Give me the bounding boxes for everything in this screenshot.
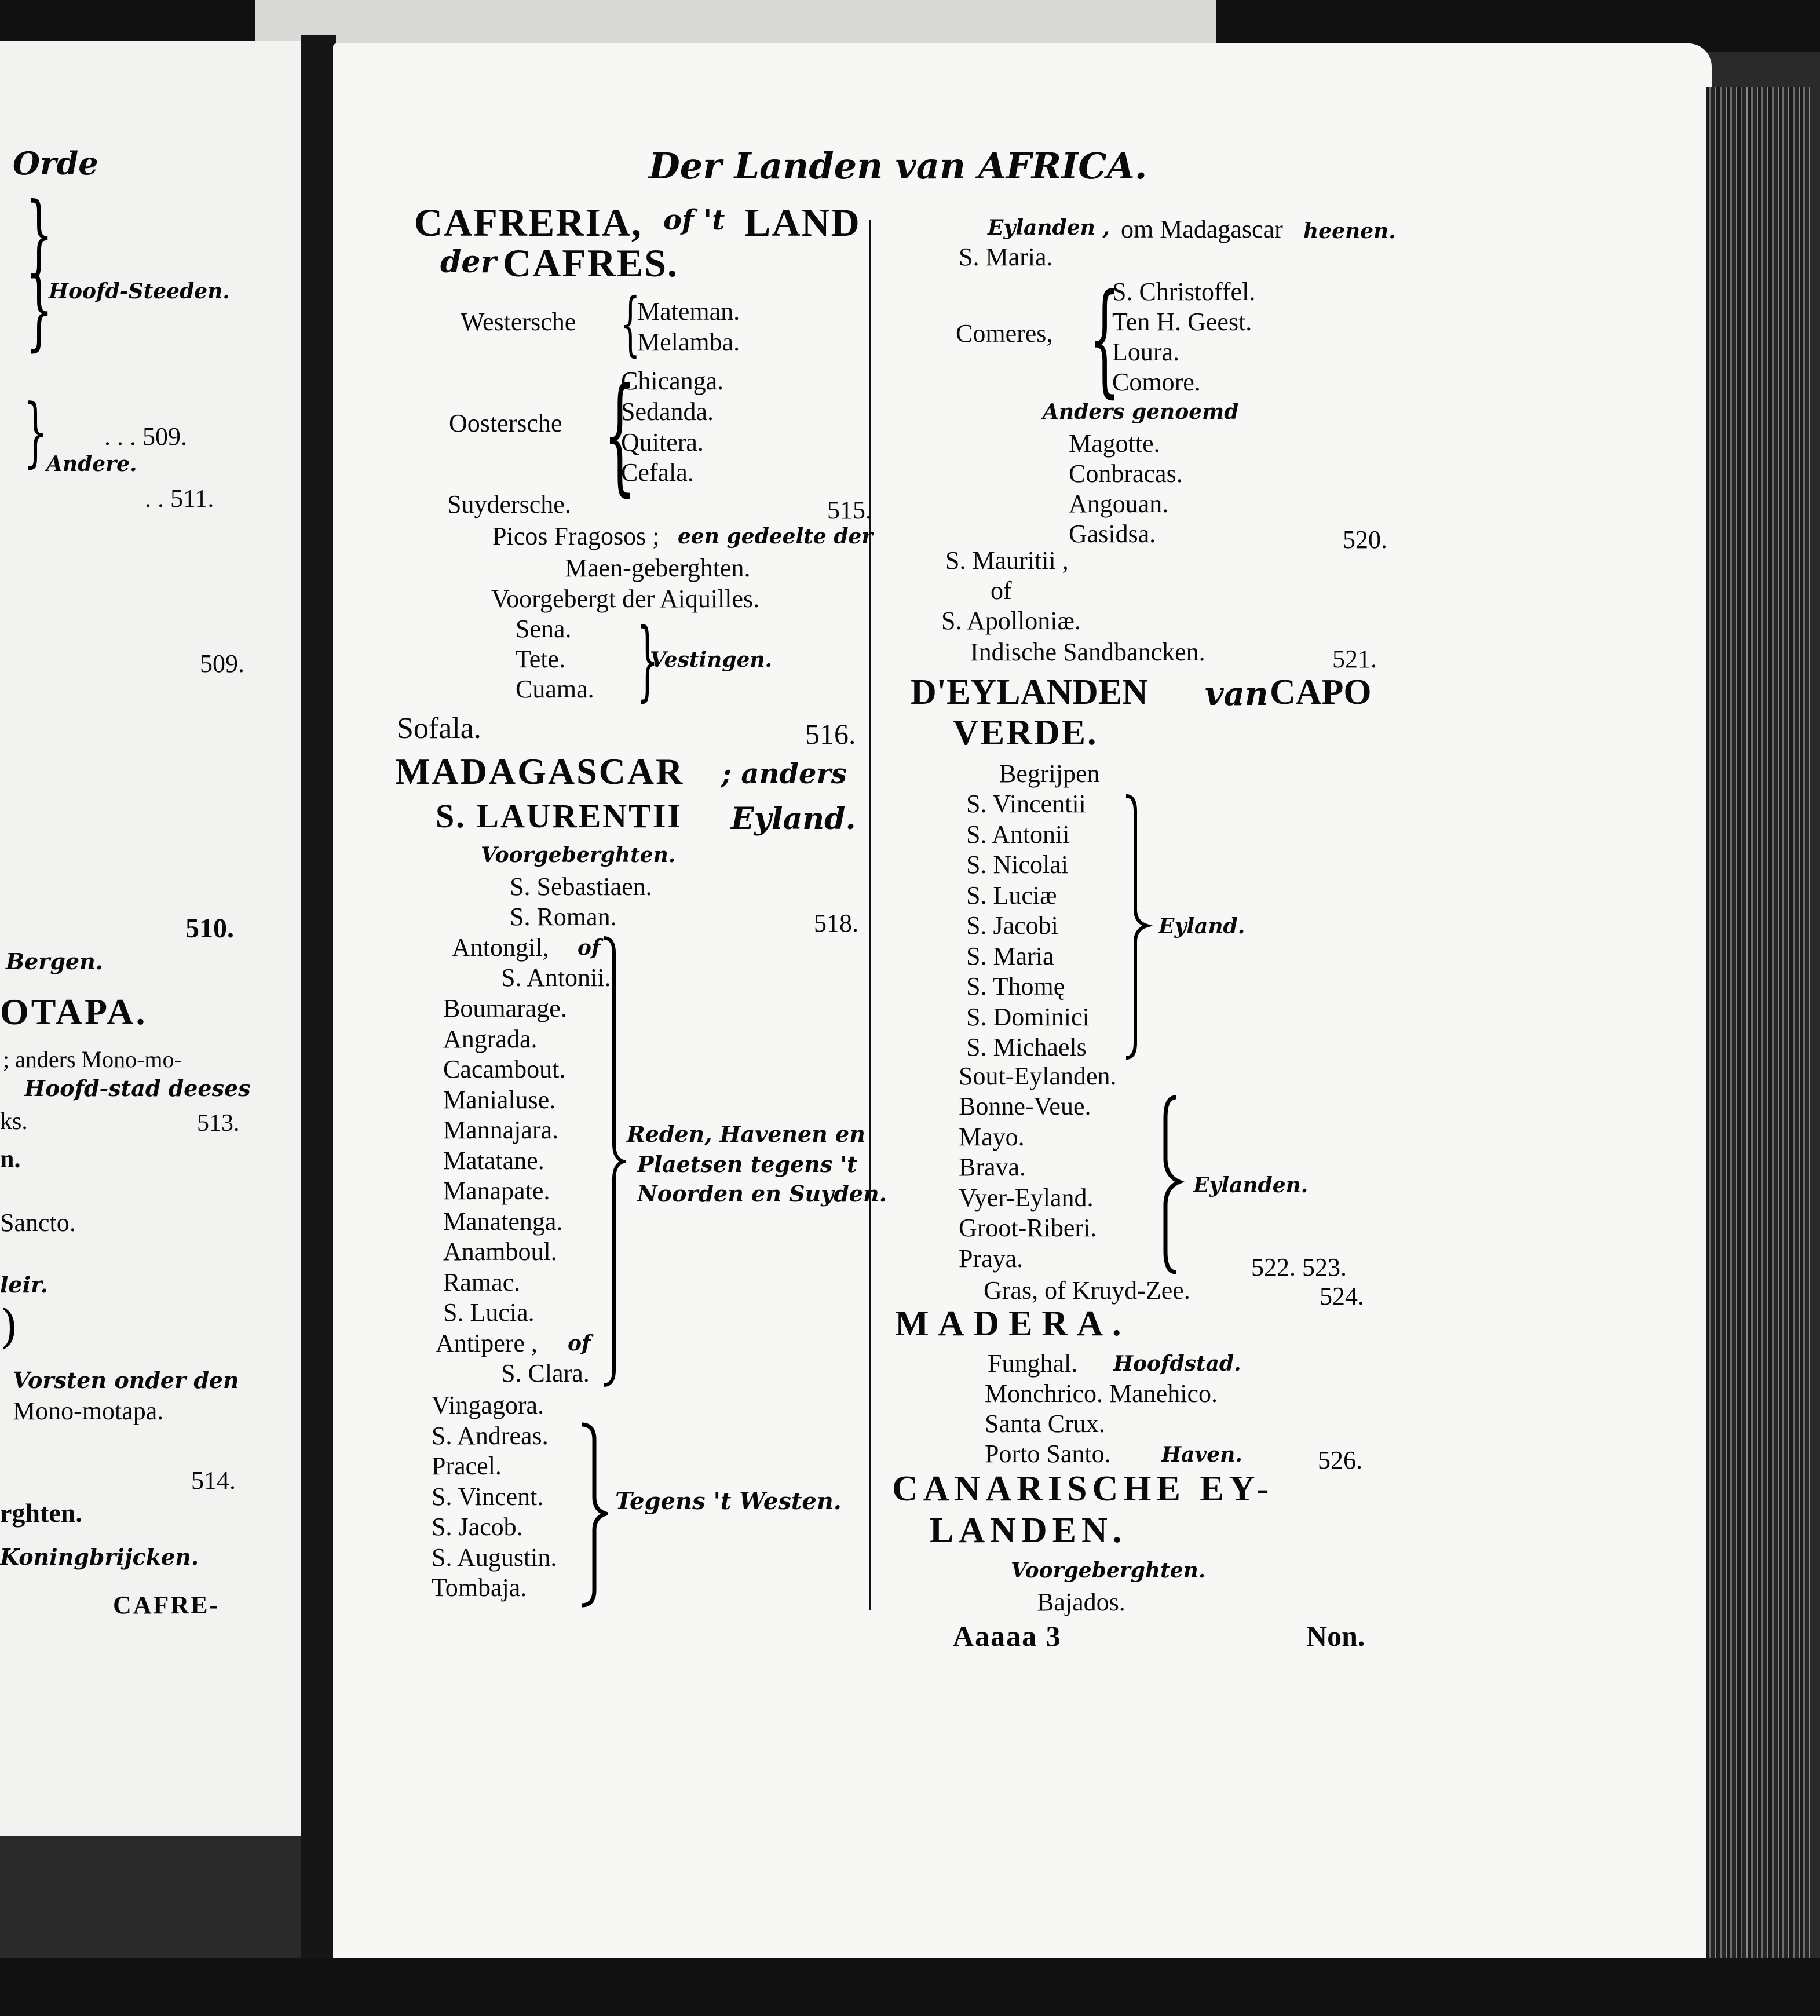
- list-item: Angouan.: [1069, 490, 1169, 518]
- entry-eylanden: Eylanden ,: [988, 216, 1110, 240]
- brace: {: [620, 284, 641, 364]
- page-edges: [1706, 87, 1810, 1975]
- entry-antongil: Antongil,: [452, 933, 549, 962]
- left-line: . . 511.: [145, 484, 214, 513]
- list-item: Ten H. Geest.: [1112, 308, 1252, 336]
- entry-clara: S. Clara.: [501, 1359, 590, 1387]
- list-item: S. Christoffel.: [1112, 277, 1256, 306]
- brace: {: [1089, 268, 1120, 410]
- signature-mark: Aaaaa 3: [953, 1620, 1062, 1652]
- subhead-anders-genoemd: Anders genoemd: [1043, 400, 1239, 424]
- list-item: Groot-Riberi.: [959, 1214, 1097, 1242]
- entry-bajados: Bajados.: [1037, 1588, 1125, 1616]
- entry-begrijpen: Begrijpen: [999, 759, 1100, 788]
- entry-indische: Indische Sandbancken.: [970, 638, 1205, 666]
- entry-voorgebergt: Voorgebergt der Aiquilles.: [491, 585, 760, 613]
- section-title-cafres: CAFRES.: [503, 241, 679, 285]
- entry-mauritii: S. Mauritii ,: [945, 546, 1069, 575]
- column-rule: [869, 220, 871, 1610]
- list-item: Magotte.: [1069, 429, 1160, 458]
- page-number: 518.: [814, 909, 858, 937]
- list-item: S. Thomę: [966, 972, 1065, 1000]
- list-item: Pracel.: [432, 1452, 502, 1480]
- entry-santa-crux: Santa Crux.: [985, 1409, 1105, 1438]
- list-item: Cuama.: [516, 675, 594, 703]
- left-line: Hoofd-Steeden.: [49, 279, 230, 304]
- left-line: Hoofd-stad deeses: [24, 1075, 251, 1101]
- left-line: . . . 509.: [104, 422, 187, 451]
- list-item: Mannajara.: [443, 1116, 559, 1144]
- list-item: Mayo.: [959, 1122, 1025, 1151]
- bracket-westen: [579, 1422, 608, 1608]
- left-line: n.: [0, 1145, 21, 1173]
- list-item: S. Vincentii: [966, 790, 1086, 818]
- list-item: S. Augustin.: [432, 1543, 557, 1572]
- page-number: 515.: [827, 496, 872, 524]
- section-title-capo: CAPO: [1270, 673, 1372, 712]
- left-line: 509.: [200, 649, 244, 678]
- list-item: Tombaja.: [432, 1573, 527, 1602]
- list-item: Mateman.: [637, 297, 740, 326]
- entry-picos: Picos Fragosos ;: [492, 522, 660, 550]
- list-item: Comore.: [1112, 368, 1201, 396]
- list-item: Tete.: [516, 645, 566, 673]
- subhead-voorgeberghten: Voorgeberghten.: [1011, 1558, 1206, 1583]
- entry-sout: Sout-Eylanden.: [959, 1062, 1117, 1090]
- left-brace: }: [25, 260, 53, 360]
- section-title-madagascar: MADAGASCAR: [395, 751, 685, 792]
- left-line: CAFRE-: [113, 1591, 220, 1619]
- entry-heenen: heenen.: [1303, 219, 1396, 243]
- entry-funghal: Funghal.: [988, 1349, 1078, 1378]
- list-item: S. Maria: [966, 941, 1054, 970]
- list-item: S. Nicolai: [966, 850, 1068, 879]
- entry-of: of: [578, 936, 601, 960]
- list-item: S. Andreas.: [432, 1421, 549, 1450]
- list-item: Manialuse.: [443, 1085, 556, 1114]
- list-item: Conbracas.: [1069, 459, 1183, 488]
- section-title-laurentii: S. LAURENTII: [436, 797, 682, 835]
- list-item: S. Vincent.: [432, 1482, 544, 1511]
- entry-sofala: Sofala.: [397, 712, 481, 745]
- westen-list: [432, 1390, 557, 1604]
- label-eyland: Eyland.: [1158, 914, 1245, 938]
- list-item: S. Lucia.: [443, 1298, 535, 1327]
- section-title-anders: ; anders: [721, 758, 847, 790]
- section-title-van: van: [1205, 675, 1269, 713]
- left-line: ks.: [0, 1108, 28, 1135]
- left-line: OTAPA.: [0, 991, 148, 1032]
- left-line: Bergen.: [6, 948, 103, 974]
- verde-list: [966, 789, 1090, 1063]
- left-line: Koningbrijcken.: [0, 1544, 199, 1570]
- list-item: Matatane.: [443, 1146, 544, 1175]
- list-item: Manatenga.: [443, 1207, 563, 1236]
- left-line-text: ; anders Mono-mo-: [3, 1046, 182, 1072]
- left-line: Sancto.: [0, 1208, 76, 1237]
- list-item: Chicanga.: [621, 367, 724, 395]
- left-line: [3, 1046, 182, 1073]
- list-item: Sena.: [516, 615, 572, 643]
- page-number: 520.: [1343, 525, 1387, 554]
- section-title-cafreria: CAFRERIA,: [414, 200, 642, 244]
- list-item: S. Michaels: [966, 1033, 1087, 1061]
- list-item: S. Sebastiaen.: [510, 872, 652, 901]
- list-item: Vyer-Eyland.: [959, 1183, 1094, 1212]
- list-item: Anamboul.: [443, 1237, 557, 1266]
- list-item: Cacambout.: [443, 1055, 566, 1083]
- label-reden: Plaetsen tegens 't: [637, 1151, 857, 1177]
- entry-gras: Gras, of Kruyd-Zee.: [984, 1276, 1190, 1305]
- section-title-land: LAND: [744, 200, 861, 244]
- page-number: 522. 523.: [1251, 1253, 1347, 1281]
- left-line: leir.: [0, 1272, 48, 1298]
- left-brace: ): [0, 1299, 19, 1353]
- list-item: S. Dominici: [966, 1002, 1090, 1031]
- left-line: Vorsten onder den: [13, 1367, 239, 1393]
- list-item: Vingagora.: [432, 1391, 544, 1419]
- section-title-capo-verde: D'EYLANDEN: [911, 673, 1148, 712]
- bracket-eyland: [1124, 794, 1153, 1060]
- list-item: S. Jacobi: [966, 911, 1058, 940]
- left-brace: }: [23, 388, 48, 476]
- entry-picos-note: een gedeelte der: [678, 524, 873, 549]
- section-title-eyland: Eyland.: [731, 801, 856, 837]
- region-oostersche: Oostersche: [449, 409, 562, 437]
- list-item: Praya.: [959, 1244, 1024, 1273]
- subhead-voorgeberghten: Voorgeberghten.: [481, 843, 676, 867]
- eylanden-list: [959, 1091, 1097, 1274]
- region-suydersche: Suydersche.: [447, 490, 571, 518]
- page-number: 524.: [1320, 1282, 1364, 1310]
- section-title-der: der: [440, 244, 496, 280]
- list-item: Brava.: [959, 1153, 1026, 1181]
- list-item: Melamba.: [637, 328, 740, 356]
- scan-bottom-shadow: [0, 1958, 1820, 2016]
- list-item: Bonne-Veue.: [959, 1092, 1091, 1120]
- entry-om-madagascar: om Madagascar: [1121, 215, 1283, 243]
- entry-antipere: Antipere ,: [436, 1329, 538, 1357]
- list-item: S. Roman.: [510, 903, 617, 931]
- left-line: 510.: [185, 913, 234, 944]
- entry-of: of: [991, 576, 1012, 605]
- bracket-reden: [602, 936, 626, 1387]
- entry-antonii: S. Antonii.: [501, 963, 611, 992]
- entry-monchrico: Monchrico. Manehico.: [985, 1379, 1218, 1408]
- list-item: Sedanda.: [621, 397, 714, 426]
- left-brace: }: [25, 184, 53, 285]
- list-item: Angrada.: [443, 1024, 538, 1053]
- label-eylanden: Eylanden.: [1193, 1173, 1309, 1197]
- list-item: S. Luciæ: [966, 881, 1057, 910]
- list-item: S. Antonii: [966, 820, 1070, 849]
- list-item: Manapate.: [443, 1177, 550, 1205]
- left-line: Orde: [13, 145, 98, 182]
- list-item: Cefala.: [621, 458, 694, 487]
- left-line: Andere.: [46, 452, 137, 476]
- running-head: Der Landen van AFRICA.: [649, 145, 1147, 187]
- list-item: Gasidsa.: [1069, 520, 1156, 548]
- entry-of: of: [568, 1331, 591, 1356]
- entry-maen: Maen-geberghten.: [565, 554, 751, 582]
- left-line: Mono-motapa.: [13, 1397, 164, 1425]
- section-title-canarische: CANARISCHE EY-: [892, 1469, 1274, 1509]
- entry-haven: Haven.: [1161, 1442, 1242, 1467]
- section-title-verde: VERDE.: [953, 713, 1098, 753]
- label-reden: Reden, Havenen en: [627, 1121, 865, 1147]
- page-number: 516.: [805, 718, 856, 750]
- section-title-landen: LANDEN.: [930, 1511, 1127, 1550]
- region-comeres: Comeres,: [956, 319, 1053, 348]
- page-number: 526.: [1318, 1446, 1362, 1474]
- left-line: 514.: [191, 1466, 236, 1495]
- brace: }: [636, 610, 659, 711]
- label-vestingen: Vestingen.: [650, 648, 773, 672]
- entry-apolloniae: S. Apolloniæ.: [941, 607, 1081, 635]
- list-item: S. Jacob.: [432, 1513, 523, 1541]
- list-item: Loura.: [1112, 338, 1180, 366]
- section-title-of: of 't: [663, 204, 725, 236]
- entry-hoofdstad: Hoofdstad.: [1113, 1352, 1241, 1376]
- catchword: Non.: [1306, 1620, 1365, 1652]
- region-westersche: Westersche: [461, 308, 576, 336]
- entry-s-maria: S. Maria.: [959, 243, 1053, 271]
- list-item: Boumarage.: [443, 994, 567, 1022]
- label-tegens-westen: Tegens 't Westen.: [615, 1488, 842, 1515]
- list-item: Ramac.: [443, 1268, 521, 1296]
- reden-list: [443, 994, 567, 1328]
- list-item: Quitera.: [621, 428, 704, 456]
- brace: {: [603, 360, 636, 509]
- page-number: 521.: [1332, 645, 1377, 673]
- book-gutter: [301, 35, 336, 1981]
- label-reden: Noorden en Suyden.: [637, 1181, 887, 1207]
- entry-porto-santo: Porto Santo.: [985, 1440, 1111, 1468]
- section-title-madera: MADERA.: [895, 1304, 1131, 1343]
- bracket-eylanden: [1158, 1095, 1193, 1274]
- left-line: rghten.: [0, 1498, 82, 1528]
- left-line: 513.: [197, 1110, 240, 1137]
